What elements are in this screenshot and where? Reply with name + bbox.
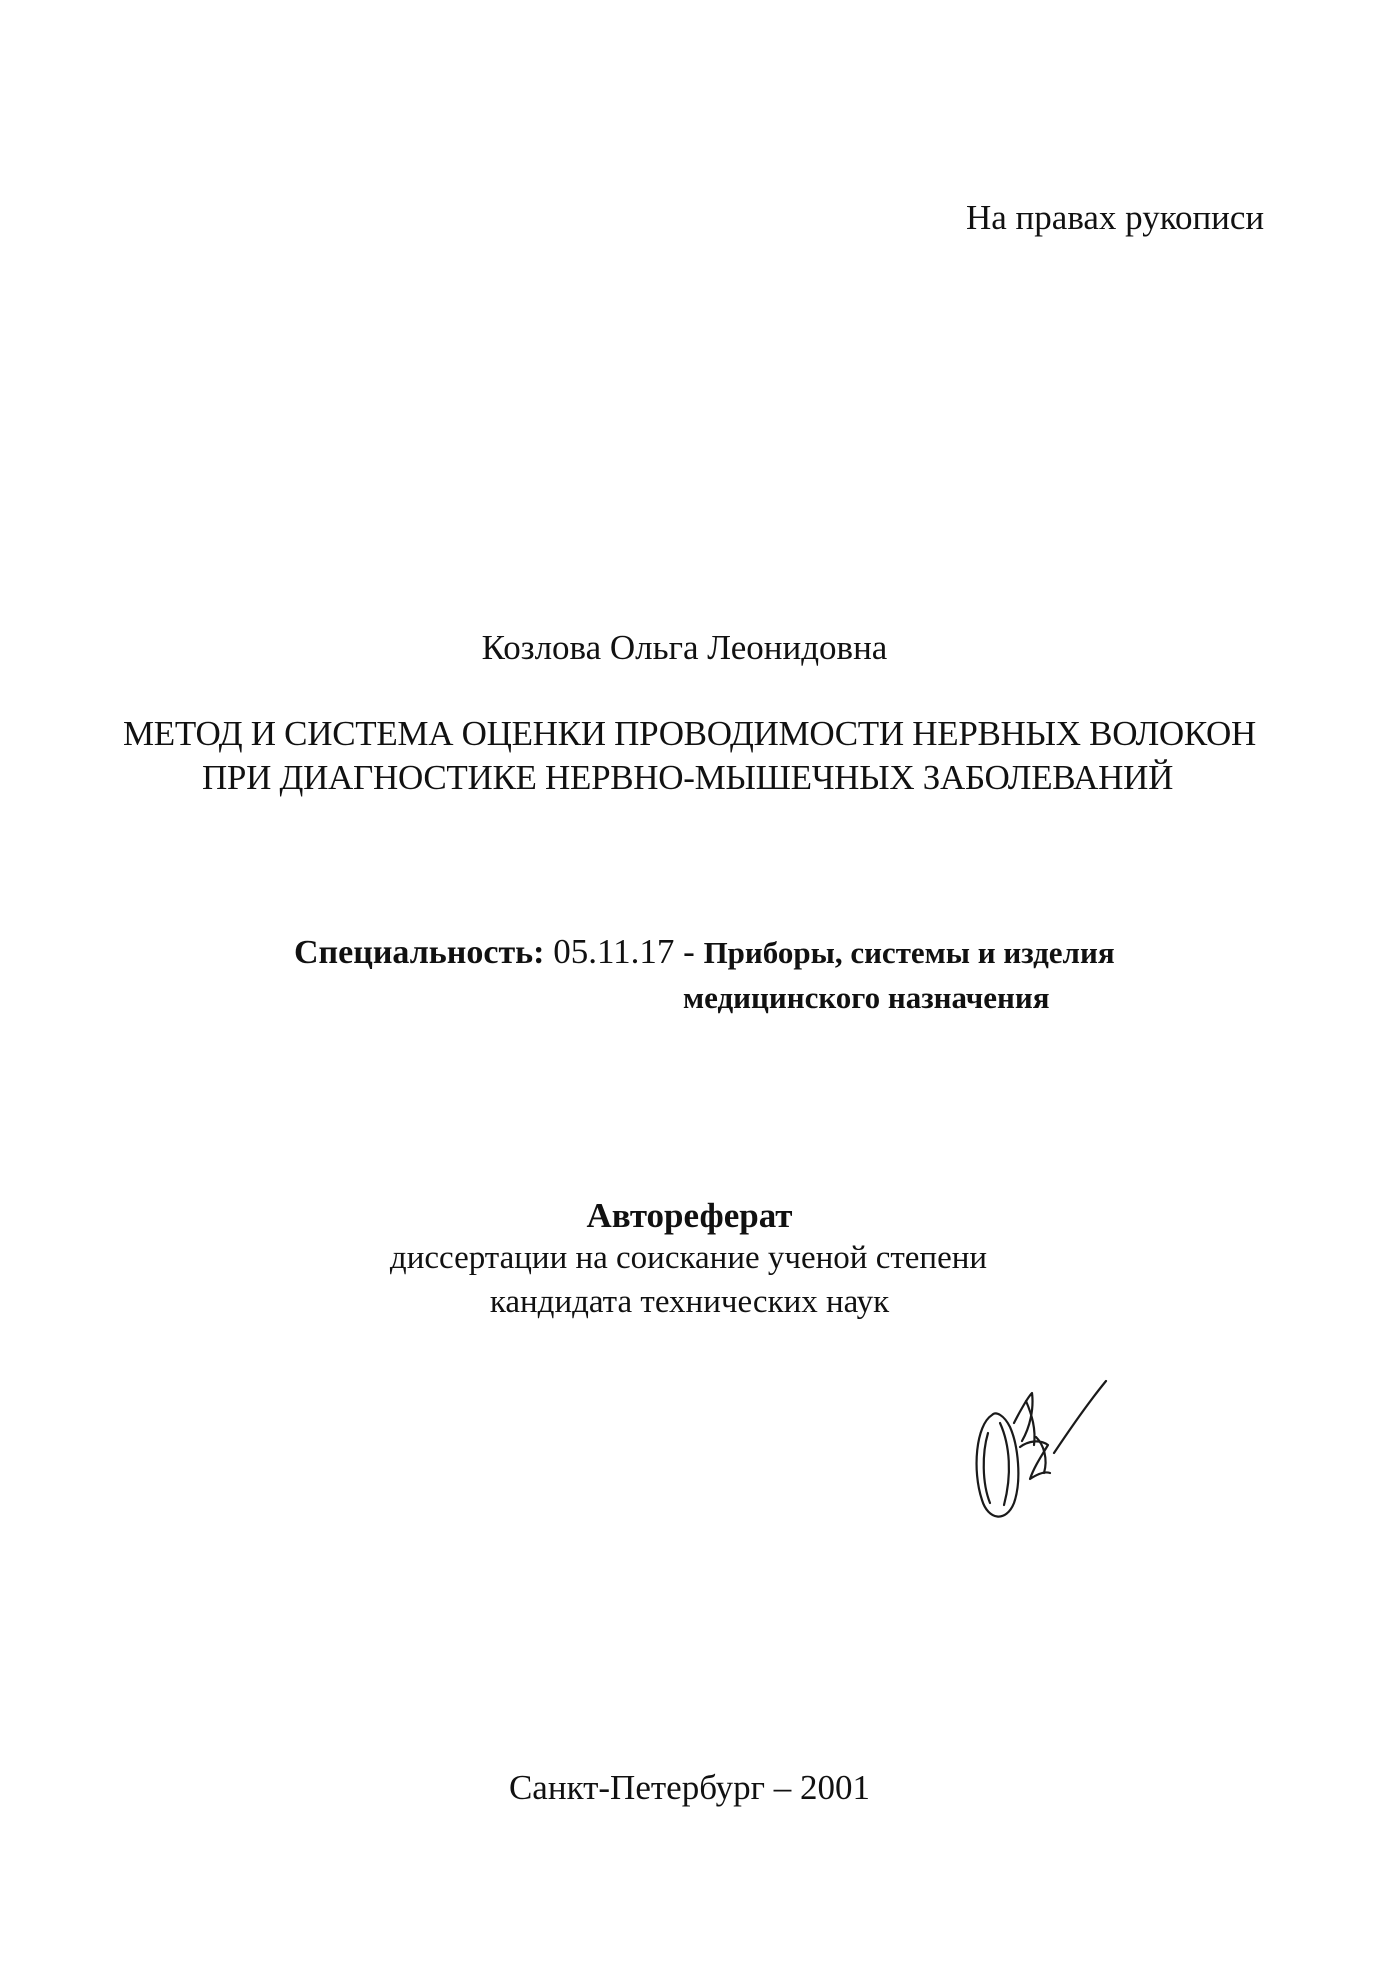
signature-icon <box>970 1375 1110 1525</box>
specialty-code: 05.11.17 - <box>553 932 695 971</box>
specialty-name: Приборы, системы и изделия <box>703 935 1115 970</box>
title-line-1: МЕТОД И СИСТЕМА ОЦЕНКИ ПРОВОДИМОСТИ НЕРВНЫХ ВОЛОКОН <box>122 714 1256 753</box>
city-year: Санкт-Петербург – 2001 <box>508 1768 871 1807</box>
title-line-2: ПРИ ДИАГНОСТИКЕ НЕРВНО-МЫШЕЧНЫХ ЗАБОЛЕВАНИЙ <box>201 758 1174 797</box>
abstract-line-1: диссертации на соискание ученой степени <box>389 1240 988 1276</box>
abstract-line-2: кандидата технических наук <box>489 1284 890 1320</box>
rights-note: На правах рукописи <box>966 198 1265 237</box>
specialty-line <box>294 932 1115 973</box>
author-name: Козлова Ольга Леонидовна <box>481 628 888 667</box>
abstract-heading: Автореферат <box>586 1196 793 1235</box>
specialty-name-continuation: медицинского назначения <box>683 980 1050 1015</box>
specialty-label: Специальность: <box>294 934 545 971</box>
